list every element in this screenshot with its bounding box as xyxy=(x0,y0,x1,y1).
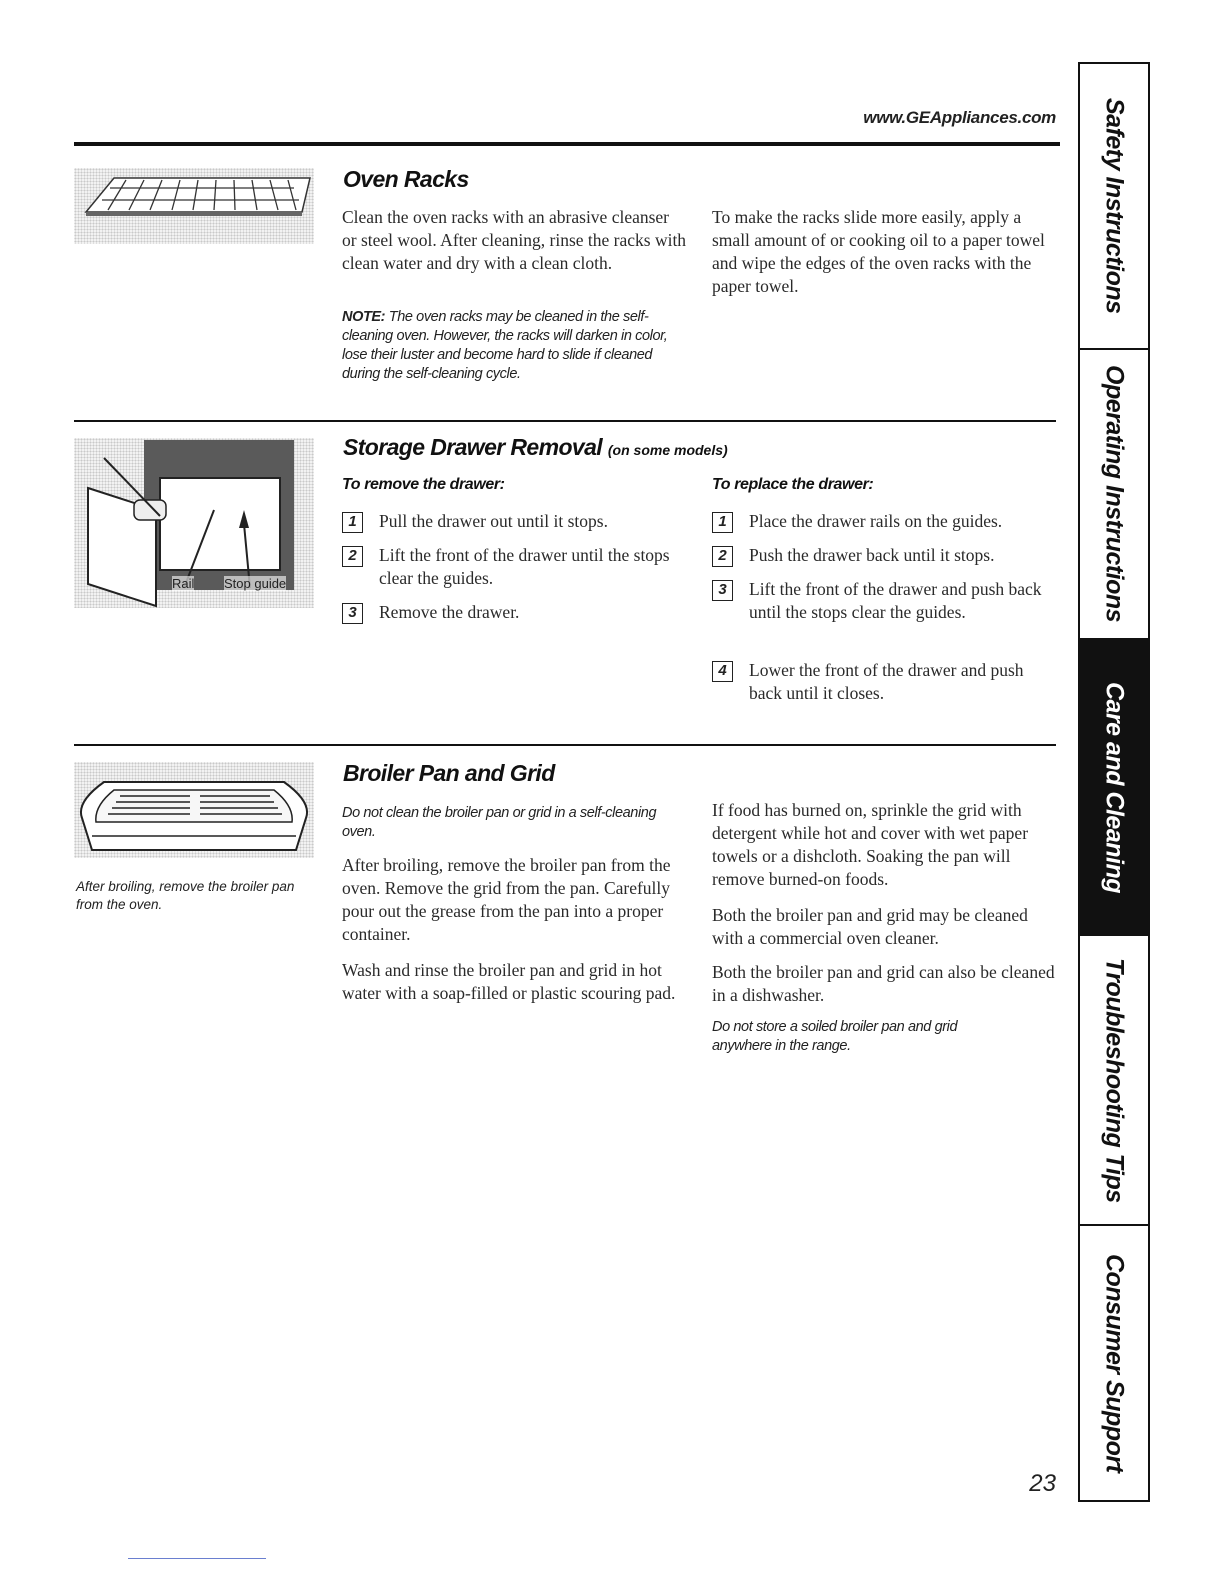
step-number-box: 3 xyxy=(342,603,363,624)
broiler-storage-note: Do not store a soiled broiler pan and grid anywhere in the range. xyxy=(712,1019,958,1054)
drawer-removal-illustration xyxy=(74,438,314,608)
remove-step-2 xyxy=(342,544,687,590)
stop-guide-label: Stop guide xyxy=(224,576,287,591)
oven-racks-title: Oven Racks xyxy=(343,166,469,192)
storage-drawer-title xyxy=(343,434,728,461)
storage-drawer-title-text: Storage Drawer Removal xyxy=(343,434,603,460)
replace-step-4 xyxy=(712,659,1042,705)
tab-troubleshooting-tips[interactable] xyxy=(1080,936,1148,1226)
broiler-pan-caption: After broiling, remove the broiler pan from the oven. xyxy=(76,879,295,912)
replace-step-2 xyxy=(712,544,1060,567)
section-divider-2 xyxy=(74,744,1056,746)
broiler-oven-cleaner-text: Both the broiler pan and grid may be cleaned with a commercial oven cleaner. xyxy=(712,905,1028,948)
replace-step-1 xyxy=(712,510,1060,533)
step-number-box: 1 xyxy=(712,512,733,533)
note-text: The oven racks may be cleaned in the self-cleaning oven. However, the racks will darken in color, lose their luster and become hard to slide if cleaned during the self-cleaning cycle. xyxy=(342,309,668,382)
step-number-box: 3 xyxy=(712,580,733,601)
broiler-pan-illustration xyxy=(74,762,314,858)
broiler-wash-text: Wash and rinse the broiler pan and grid in hot water with a soap-filled or plastic scouring pad. xyxy=(342,960,676,1003)
note-label: NOTE: xyxy=(342,309,386,325)
header-rule xyxy=(74,142,1060,146)
rail-label: Rail xyxy=(172,576,195,591)
tab-label: Safety Instructions xyxy=(1100,98,1129,314)
oven-rack-illustration xyxy=(74,168,314,244)
tab-consumer-support[interactable] xyxy=(1080,1226,1148,1500)
step-text: Lift the front of the drawer until the stops clear the guides. xyxy=(379,545,670,588)
tab-label: Consumer Support xyxy=(1100,1253,1129,1473)
tab-care-and-cleaning[interactable] xyxy=(1080,640,1148,936)
step-text: Lower the front of the drawer and push back until it closes. xyxy=(749,660,1024,703)
remove-step-1 xyxy=(342,510,687,533)
step-number-box: 4 xyxy=(712,661,733,682)
step-text: Place the drawer rails on the guides. xyxy=(749,511,1003,531)
replace-step-3 xyxy=(712,578,1042,624)
tab-safety-instructions[interactable] xyxy=(1080,64,1148,350)
step-number-box: 2 xyxy=(342,546,363,567)
tab-label: Operating Instructions xyxy=(1100,365,1129,623)
oven-racks-note xyxy=(342,308,692,384)
broiler-removal-text: After broiling, remove the broiler pan from the oven. Remove the grid from the pan. Carefully pour out the grease from the pan into a proper container. xyxy=(342,855,671,944)
tab-operating-instructions[interactable] xyxy=(1080,350,1148,640)
remove-step-3 xyxy=(342,601,687,624)
tab-label: Troubleshooting Tips xyxy=(1100,957,1129,1203)
step-number-box: 2 xyxy=(712,546,733,567)
step-text: Lift the front of the drawer and push back until the stops clear the guides. xyxy=(749,579,1042,622)
oven-racks-cleaning-text: Clean the oven racks with an abrasive cleanser or steel wool. After cleaning, rinse the racks with clean water and dry with a clean cloth. xyxy=(342,207,687,273)
replace-drawer-heading: To replace the drawer: xyxy=(712,476,874,493)
storage-drawer-title-suffix: (on some models) xyxy=(607,442,728,458)
remove-drawer-heading: To remove the drawer: xyxy=(342,476,505,493)
broiler-pan-drawing xyxy=(74,762,314,858)
page-number: 23 xyxy=(1029,1470,1056,1497)
broiler-warning: Do not clean the broiler pan or grid in a self-cleaning oven. xyxy=(342,805,657,840)
section-tabs xyxy=(1078,62,1150,1502)
oven-rack-drawing xyxy=(74,168,314,244)
broiler-title: Broiler Pan and Grid xyxy=(343,760,555,786)
section-divider-1 xyxy=(74,420,1056,422)
footer-line xyxy=(128,1558,266,1559)
broiler-burned-food-text: If food has burned on, sprinkle the grid with detergent while hot and cover with wet paper towels or a dishcloth. Soaking the pan will remove burned-on foods. xyxy=(712,800,1029,889)
tab-label: Care and Cleaning xyxy=(1100,681,1129,893)
website-url: www.GEAppliances.com xyxy=(863,108,1056,127)
step-text: Pull the drawer out until it stops. xyxy=(379,511,608,531)
broiler-dishwasher-text: Both the broiler pan and grid can also be cleaned in a dishwasher. xyxy=(712,962,1055,1005)
step-number-box: 1 xyxy=(342,512,363,533)
oven-racks-slide-tip: To make the racks slide more easily, apply a small amount of or cooking oil to a paper towel and wipe the edges of the oven racks with the paper towel. xyxy=(712,207,1045,296)
step-text: Remove the drawer. xyxy=(379,602,520,622)
step-text: Push the drawer back until it stops. xyxy=(749,545,995,565)
